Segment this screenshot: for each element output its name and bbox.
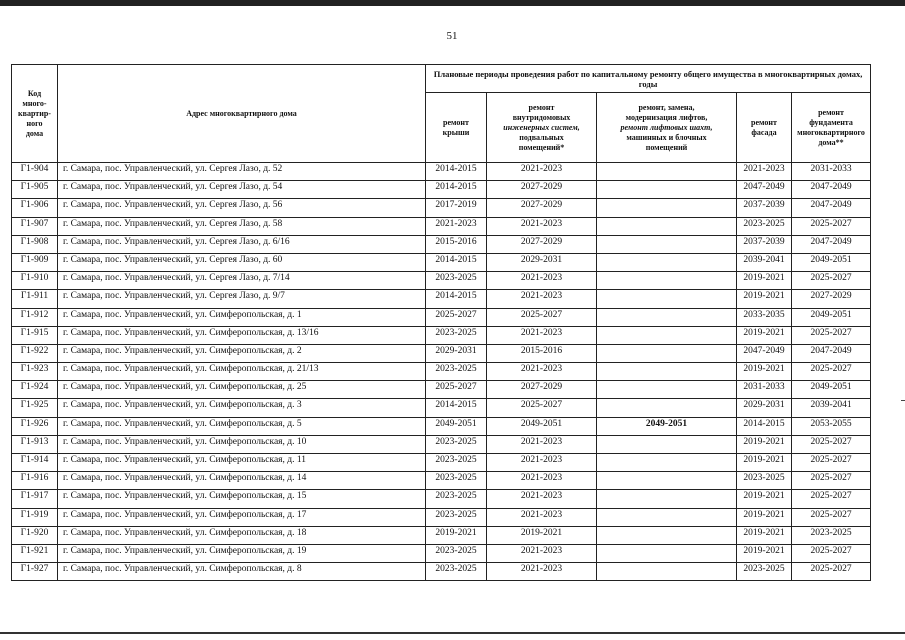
table-row xyxy=(12,490,871,508)
header-roof xyxy=(426,93,487,163)
table-row xyxy=(12,326,871,344)
row-roof: 2023-2025 xyxy=(426,508,487,526)
row-lifts xyxy=(597,326,737,344)
row-address: г. Самара, пос. Управленческий, ул. Симферопольская, д. 19 xyxy=(58,544,426,562)
header-lifts-line: помещений xyxy=(645,142,688,152)
row-systems: 2021-2023 xyxy=(487,290,597,308)
table-row xyxy=(12,563,871,581)
row-lifts xyxy=(597,217,737,235)
row-facade: 2019-2021 xyxy=(737,272,792,290)
row-systems: 2027-2029 xyxy=(487,235,597,253)
table-row xyxy=(12,417,871,435)
row-code: Г1-923 xyxy=(12,363,58,381)
row-lifts xyxy=(597,544,737,562)
row-roof: 2014-2015 xyxy=(426,399,487,417)
header-systems-line: внутридомовых xyxy=(512,112,571,122)
row-lifts xyxy=(597,290,737,308)
table-row xyxy=(12,199,871,217)
row-systems: 2015-2016 xyxy=(487,344,597,362)
row-facade: 2039-2041 xyxy=(737,253,792,271)
header-code-line: дома xyxy=(25,128,44,138)
row-lifts xyxy=(597,490,737,508)
header-systems-line: помещений* xyxy=(518,142,565,152)
row-code: Г1-913 xyxy=(12,435,58,453)
row-address: г. Самара, пос. Управленческий, ул. Симферопольская, д. 3 xyxy=(58,399,426,417)
row-foundation: 2025-2027 xyxy=(792,326,871,344)
table-row xyxy=(12,544,871,562)
table-row xyxy=(12,217,871,235)
row-lifts xyxy=(597,454,737,472)
row-foundation: 2023-2025 xyxy=(792,526,871,544)
row-roof: 2017-2019 xyxy=(426,199,487,217)
row-address: г. Самара, пос. Управленческий, ул. Симферопольская, д. 5 xyxy=(58,417,426,435)
row-systems: 2027-2029 xyxy=(487,181,597,199)
row-lifts xyxy=(597,235,737,253)
row-systems: 2021-2023 xyxy=(487,217,597,235)
row-roof: 2014-2015 xyxy=(426,163,487,181)
row-code: Г1-927 xyxy=(12,563,58,581)
row-address: г. Самара, пос. Управленческий, ул. Симферопольская, д. 11 xyxy=(58,454,426,472)
header-systems-line: подвальных xyxy=(519,132,564,142)
row-lifts xyxy=(597,308,737,326)
row-roof: 2023-2025 xyxy=(426,435,487,453)
row-systems: 2021-2023 xyxy=(487,163,597,181)
row-foundation: 2025-2027 xyxy=(792,544,871,562)
row-address: г. Самара, пос. Управленческий, ул. Симферопольская, д. 15 xyxy=(58,490,426,508)
row-roof: 2023-2025 xyxy=(426,472,487,490)
header-roof-line: ремонт xyxy=(443,117,469,127)
top-scan-border xyxy=(0,0,905,6)
table-row xyxy=(12,253,871,271)
row-lifts xyxy=(597,563,737,581)
table-row xyxy=(12,508,871,526)
table-row xyxy=(12,272,871,290)
row-systems: 2021-2023 xyxy=(487,272,597,290)
row-lifts xyxy=(597,363,737,381)
table-row xyxy=(12,308,871,326)
row-systems: 2049-2051 xyxy=(487,417,597,435)
row-address: г. Самара, пос. Управленческий, ул. Симферопольская, д. 21/13 xyxy=(58,363,426,381)
header-foundation-line: дома** xyxy=(818,137,844,147)
row-foundation: 2053-2055 xyxy=(792,417,871,435)
row-address: г. Самара, пос. Управленческий, ул. Симферопольская, д. 8 xyxy=(58,563,426,581)
row-lifts xyxy=(597,199,737,217)
header-code-line: Код xyxy=(27,88,42,98)
row-roof: 2049-2051 xyxy=(426,417,487,435)
row-code: Г1-910 xyxy=(12,272,58,290)
row-foundation: 2025-2027 xyxy=(792,490,871,508)
row-facade: 2019-2021 xyxy=(737,435,792,453)
row-lifts xyxy=(597,381,737,399)
row-roof: 2025-2027 xyxy=(426,308,487,326)
row-facade: 2029-2031 xyxy=(737,399,792,417)
row-systems: 2021-2023 xyxy=(487,363,597,381)
row-facade: 2047-2049 xyxy=(737,181,792,199)
row-code: Г1-924 xyxy=(12,381,58,399)
row-roof: 2014-2015 xyxy=(426,253,487,271)
row-systems: 2025-2027 xyxy=(487,308,597,326)
row-address: г. Самара, пос. Управленческий, ул. Симферопольская, д. 2 xyxy=(58,344,426,362)
row-code: Г1-919 xyxy=(12,508,58,526)
row-address: г. Самара, пос. Управленческий, ул. Симферопольская, д. 18 xyxy=(58,526,426,544)
row-foundation: 2047-2049 xyxy=(792,199,871,217)
row-code: Г1-915 xyxy=(12,326,58,344)
row-lifts xyxy=(597,253,737,271)
table-row xyxy=(12,181,871,199)
row-foundation: 2039-2041 xyxy=(792,399,871,417)
row-foundation: 2047-2049 xyxy=(792,181,871,199)
row-lifts: 2049-2051 xyxy=(597,417,737,435)
row-code: Г1-916 xyxy=(12,472,58,490)
table-row xyxy=(12,526,871,544)
header-facade-line: ремонт xyxy=(751,117,777,127)
row-code: Г1-926 xyxy=(12,417,58,435)
header-code-line: много- xyxy=(22,98,47,108)
row-facade: 2033-2035 xyxy=(737,308,792,326)
row-facade: 2023-2025 xyxy=(737,563,792,581)
capital-repair-schedule-table xyxy=(11,64,871,581)
row-facade: 2023-2025 xyxy=(737,217,792,235)
row-systems: 2021-2023 xyxy=(487,563,597,581)
row-code: Г1-907 xyxy=(12,217,58,235)
row-foundation: 2031-2033 xyxy=(792,163,871,181)
row-code: Г1-914 xyxy=(12,454,58,472)
table-row xyxy=(12,363,871,381)
row-lifts xyxy=(597,181,737,199)
row-facade: 2021-2023 xyxy=(737,163,792,181)
row-address: г. Самара, пос. Управленческий, ул. Сергея Лазо, д. 58 xyxy=(58,217,426,235)
row-systems: 2027-2029 xyxy=(487,199,597,217)
row-facade: 2019-2021 xyxy=(737,326,792,344)
row-roof: 2021-2023 xyxy=(426,217,487,235)
table-row xyxy=(12,344,871,362)
table-row xyxy=(12,381,871,399)
row-address: г. Самара, пос. Управленческий, ул. Сергея Лазо, д. 56 xyxy=(58,199,426,217)
table-header xyxy=(12,65,871,163)
table-row xyxy=(12,399,871,417)
row-address: г. Самара, пос. Управленческий, ул. Симферопольская, д. 10 xyxy=(58,435,426,453)
row-facade: 2037-2039 xyxy=(737,235,792,253)
table-row xyxy=(12,435,871,453)
header-lifts-line: машинных и блочных xyxy=(626,132,707,142)
row-systems: 2021-2023 xyxy=(487,472,597,490)
row-facade: 2019-2021 xyxy=(737,363,792,381)
row-roof: 2023-2025 xyxy=(426,272,487,290)
row-code: Г1-911 xyxy=(12,290,58,308)
row-systems: 2027-2029 xyxy=(487,381,597,399)
row-foundation: 2027-2029 xyxy=(792,290,871,308)
row-lifts xyxy=(597,272,737,290)
row-address: г. Самара, пос. Управленческий, ул. Сергея Лазо, д. 52 xyxy=(58,163,426,181)
row-foundation: 2025-2027 xyxy=(792,563,871,581)
row-facade: 2019-2021 xyxy=(737,508,792,526)
row-roof: 2023-2025 xyxy=(426,326,487,344)
row-roof: 2014-2015 xyxy=(426,181,487,199)
row-code: Г1-917 xyxy=(12,490,58,508)
row-foundation: 2025-2027 xyxy=(792,363,871,381)
table-row xyxy=(12,290,871,308)
row-systems: 2025-2027 xyxy=(487,399,597,417)
scan-mark xyxy=(901,400,905,401)
header-code-line: ного xyxy=(26,118,43,128)
row-code: Г1-921 xyxy=(12,544,58,562)
row-address: г. Самара, пос. Управленческий, ул. Симферопольская, д. 17 xyxy=(58,508,426,526)
table-body xyxy=(12,163,871,581)
row-lifts xyxy=(597,435,737,453)
row-lifts xyxy=(597,526,737,544)
row-systems: 2021-2023 xyxy=(487,326,597,344)
row-code: Г1-904 xyxy=(12,163,58,181)
table-row xyxy=(12,454,871,472)
row-systems: 2021-2023 xyxy=(487,544,597,562)
row-foundation: 2025-2027 xyxy=(792,272,871,290)
row-systems: 2021-2023 xyxy=(487,490,597,508)
row-foundation: 2049-2051 xyxy=(792,308,871,326)
table-row xyxy=(12,163,871,181)
table-row xyxy=(12,472,871,490)
row-foundation: 2025-2027 xyxy=(792,217,871,235)
row-address: г. Самара, пос. Управленческий, ул. Сергея Лазо, д. 60 xyxy=(58,253,426,271)
row-address: г. Самара, пос. Управленческий, ул. Симферопольская, д. 1 xyxy=(58,308,426,326)
row-systems: 2021-2023 xyxy=(487,508,597,526)
header-facade xyxy=(737,93,792,163)
row-foundation: 2047-2049 xyxy=(792,344,871,362)
row-facade: 2019-2021 xyxy=(737,454,792,472)
row-systems: 2019-2021 xyxy=(487,526,597,544)
row-facade: 2031-2033 xyxy=(737,381,792,399)
row-address: г. Самара, пос. Управленческий, ул. Сергея Лазо, д. 7/14 xyxy=(58,272,426,290)
row-systems: 2029-2031 xyxy=(487,253,597,271)
row-address: г. Самара, пос. Управленческий, ул. Симферопольская, д. 13/16 xyxy=(58,326,426,344)
row-facade: 2014-2015 xyxy=(737,417,792,435)
row-facade: 2019-2021 xyxy=(737,544,792,562)
header-roof-line: крыши xyxy=(442,127,470,137)
row-address: г. Самара, пос. Управленческий, ул. Симферопольская, д. 25 xyxy=(58,381,426,399)
row-foundation: 2025-2027 xyxy=(792,454,871,472)
row-code: Г1-909 xyxy=(12,253,58,271)
row-roof: 2029-2031 xyxy=(426,344,487,362)
row-roof: 2025-2027 xyxy=(426,381,487,399)
row-roof: 2015-2016 xyxy=(426,235,487,253)
header-foundation-line: многоквартирного xyxy=(797,127,865,137)
header-systems-line: инженерных систем, xyxy=(503,122,580,132)
row-lifts xyxy=(597,344,737,362)
header-lifts-line: модернизация лифтов, xyxy=(625,112,708,122)
row-facade: 2019-2021 xyxy=(737,290,792,308)
row-code: Г1-912 xyxy=(12,308,58,326)
bottom-scan-border xyxy=(0,632,905,634)
row-facade: 2047-2049 xyxy=(737,344,792,362)
row-roof: 2023-2025 xyxy=(426,363,487,381)
row-lifts xyxy=(597,472,737,490)
row-code: Г1-908 xyxy=(12,235,58,253)
row-lifts xyxy=(597,163,737,181)
header-address: Адрес многоквартирного дома xyxy=(58,65,426,163)
row-foundation: 2025-2027 xyxy=(792,472,871,490)
row-code: Г1-905 xyxy=(12,181,58,199)
row-address: г. Самара, пос. Управленческий, ул. Сергея Лазо, д. 6/16 xyxy=(58,235,426,253)
row-code: Г1-925 xyxy=(12,399,58,417)
row-systems: 2021-2023 xyxy=(487,435,597,453)
row-roof: 2023-2025 xyxy=(426,544,487,562)
header-foundation-line: фундамента xyxy=(809,117,853,127)
row-systems: 2021-2023 xyxy=(487,454,597,472)
row-code: Г1-920 xyxy=(12,526,58,544)
header-facade-line: фасада xyxy=(751,127,777,137)
header-lifts-line: ремонт лифтовых шахт, xyxy=(620,122,713,132)
header-lifts xyxy=(597,93,737,163)
row-roof: 2023-2025 xyxy=(426,490,487,508)
row-roof: 2019-2021 xyxy=(426,526,487,544)
row-foundation: 2049-2051 xyxy=(792,381,871,399)
header-engineering-systems xyxy=(487,93,597,163)
row-code: Г1-906 xyxy=(12,199,58,217)
table-row xyxy=(12,235,871,253)
header-foundation xyxy=(792,93,871,163)
header-planned-periods: Плановые периоды проведения работ по капитальному ремонту общего имущества в многоквартирных домах, годы xyxy=(426,65,871,93)
header-code xyxy=(12,65,58,163)
row-foundation: 2049-2051 xyxy=(792,253,871,271)
row-foundation: 2047-2049 xyxy=(792,235,871,253)
page-number: 51 xyxy=(446,30,458,42)
header-foundation-line: ремонт xyxy=(818,107,844,117)
header-lifts-line: ремонт, замена, xyxy=(638,102,695,112)
row-address: г. Самара, пос. Управленческий, ул. Симферопольская, д. 14 xyxy=(58,472,426,490)
row-roof: 2023-2025 xyxy=(426,563,487,581)
row-facade: 2037-2039 xyxy=(737,199,792,217)
row-code: Г1-922 xyxy=(12,344,58,362)
header-code-line: квартир- xyxy=(18,108,51,118)
row-lifts xyxy=(597,399,737,417)
row-address: г. Самара, пос. Управленческий, ул. Сергея Лазо, д. 9/7 xyxy=(58,290,426,308)
row-roof: 2014-2015 xyxy=(426,290,487,308)
row-foundation: 2025-2027 xyxy=(792,508,871,526)
header-systems-line: ремонт xyxy=(528,102,555,112)
row-facade: 2023-2025 xyxy=(737,472,792,490)
row-foundation: 2025-2027 xyxy=(792,435,871,453)
row-roof: 2023-2025 xyxy=(426,454,487,472)
row-lifts xyxy=(597,508,737,526)
row-facade: 2019-2021 xyxy=(737,526,792,544)
row-facade: 2019-2021 xyxy=(737,490,792,508)
row-address: г. Самара, пос. Управленческий, ул. Сергея Лазо, д. 54 xyxy=(58,181,426,199)
